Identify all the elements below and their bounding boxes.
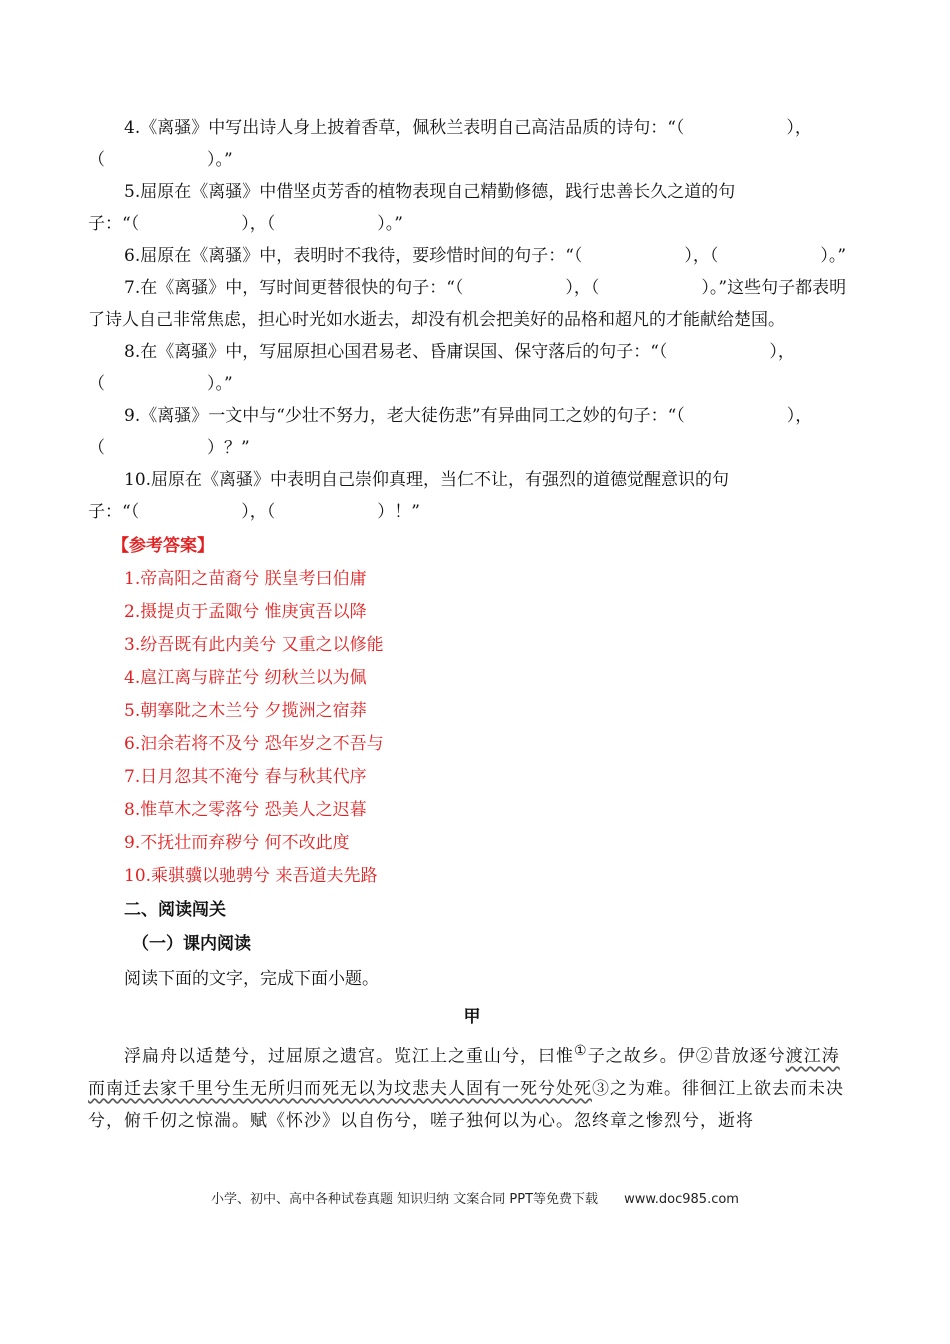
passage-part: 浮扁舟以适楚兮，过屈原之遗宫。览江上之重山兮，曰惟: [124, 1046, 574, 1067]
page-footer: [0, 1188, 950, 1207]
answer-item: 9.不抚壮而弃秽兮 何不改此度: [124, 833, 350, 853]
passage-title: 甲: [463, 1007, 481, 1027]
answer-item: 4.扈江离与辟芷兮 纫秋兰以为佩: [124, 668, 367, 688]
page-content: [88, 112, 856, 1137]
question-list: [88, 112, 856, 528]
answer-item: 5.朝搴阰之木兰兮 夕揽洲之宿莽: [124, 701, 367, 721]
passage-text: [88, 1035, 856, 1137]
answer-item: 1.帝高阳之苗裔兮 朕皇考曰伯庸: [124, 569, 367, 589]
answer-item: 10.乘骐骥以驰骋兮 来吾道夫先路: [124, 866, 378, 886]
footnote-marker: ①: [574, 1043, 588, 1059]
question-6: 6.屈原在《离骚》中，表明时不我待，要珍惜时间的句子：“（ ），（ ）。”: [124, 246, 847, 266]
question-10: 10.屈原在《离骚》中表明自己崇仰真理，当仁不让，有强烈的道德觉醒意识的句子：“（ ），（ ）！”: [88, 470, 730, 522]
answer-item: 7.日月忽其不淹兮 春与秋其代序: [124, 767, 367, 787]
answer-item: 2.摄提贞于孟陬兮 惟庚寅吾以降: [124, 602, 367, 622]
question-7: 7.在《离骚》中，写时间更替很快的句子：“（ ），（ ）。”这些句子都表明了诗人自己非常焦虑，担心时光如水逝去，却没有机会把美好的品格和超凡的才能献给楚国。: [88, 278, 847, 330]
question-5: 5.屈原在《离骚》中借坚贞芳香的植物表现自己精勤修德，践行忠善长久之道的句子：“（ ），（ ）。”: [88, 182, 736, 234]
answer-item: 3.纷吾既有此内美兮 又重之以修能: [124, 635, 384, 655]
answers-title: 【参考答案】: [112, 536, 214, 556]
footer-site-link[interactable]: www.doc985.com: [624, 1192, 739, 1207]
answer-section: [88, 530, 856, 893]
question-9: 9.《离骚》一文中与“少壮不努力，老大徒伤悲”有异曲同工之妙的句子：“（ ），（ ）？”: [88, 406, 813, 458]
section-title: 二、阅读闯关: [124, 900, 226, 920]
wavy-underlined-text: 渡江涛而南迁去家千里兮生无所归而死无以为坟悲夫人固有一死兮处死: [88, 1046, 840, 1099]
passage-part: ③之为难。徘徊江上欲去而未决兮，俯千仞之惊湍。赋《怀沙》以自伤兮，嗟子独何以为心。忽终章之惨烈兮，逝将: [88, 1078, 844, 1131]
answer-item: 8.惟草木之零落兮 恐美人之迟暮: [124, 800, 367, 820]
footer-text: 小学、初中、高中各种试卷真题 知识归纳 文案合同 PPT等免费下载: [211, 1192, 599, 1207]
subsection-title: （一）课内阅读: [132, 934, 251, 954]
question-8: 8.在《离骚》中，写屈原担心国君易老、昏庸误国、保守落后的句子：“（ ），（ ）。”: [88, 342, 795, 394]
instruction: 阅读下面的文字，完成下面小题。: [124, 969, 379, 989]
answer-item: 6.汩余若将不及兮 恐年岁之不吾与: [124, 734, 384, 754]
question-4: 4.《离骚》中写出诗人身上披着香草，佩秋兰表明自己高洁品质的诗句：“（ ），（ ）。”: [88, 118, 812, 170]
passage-part: 子之故乡。伊②昔放逐兮: [587, 1046, 786, 1067]
